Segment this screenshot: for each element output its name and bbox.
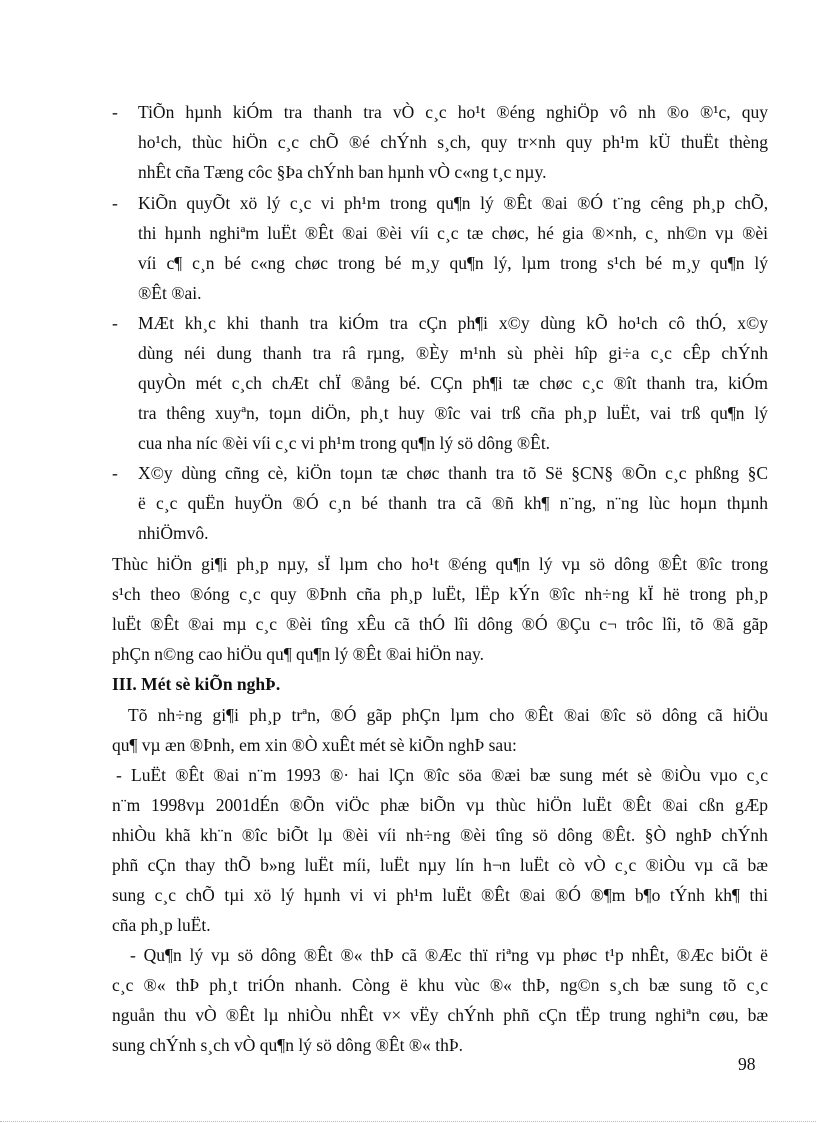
bullet-dash: -: [112, 193, 118, 213]
text-line: nhiÖmvô.: [138, 523, 209, 543]
recommendation-line: - LuËt ®Êt ®ai n¨m 1993 ®· hai lÇn ®îc söa ®æi bæ sung mét sè ®iÒu vµo c¸c: [116, 765, 768, 785]
text-line: TiÕn hµnh kiÓm tra thanh tra vÒ c¸c ho¹t ®éng nghiÖp vô nh ®o ®¹c, quy: [138, 102, 768, 122]
bullet-dash: -: [112, 463, 118, 483]
recommendation-line: - Qu¶n lý vµ sö dông ®Êt ®« thÞ cã ®Æc thï riªng vµ phøc t¹p nhÊt, ®Æc biÖt ë: [130, 945, 768, 965]
text-line: KiÕn quyÕt xö lý c¸c vi ph¹m trong qu¶n lý ®Êt ®ai ®Ó t¨ng cêng ph¸p chÕ,: [138, 193, 769, 213]
recommendation-line: sung c¸c chÕ tµi xö lý hµnh vi vi ph¹m luËt ®Êt ®ai ®Ó ®¶m b¶o tÝnh kh¶ thi: [112, 885, 768, 905]
text-line: dùng néi dung thanh tra râ rµng, ®Èy m¹nh sù phèi hîp gi÷a c¸c cÊp chÝnh: [138, 343, 769, 363]
text-line: MÆt kh¸c khi thanh tra kiÓm tra cÇn ph¶i x©y dùng kÕ ho¹ch cô thÓ, x©y: [138, 313, 769, 333]
recommendation-line: cña ph¸p luËt.: [112, 915, 211, 935]
recommendation-line: c¸c ®« thÞ ph¸t triÓn nhanh. Còng ë khu vùc ®« thÞ, ng©n s¸ch bæ sung tõ c¸c: [112, 975, 768, 995]
text-line: nhÊt cña Tæng côc §Þa chÝnh ban hµnh vÒ c«ng t¸c nµy.: [138, 162, 547, 182]
section-heading: III. Mét sè kiÕn nghÞ.: [112, 674, 281, 694]
recommendation-line: n¨m 1998vµ 2001dÉn ®Õn viÖc phæ biÕn vµ thùc hiÖn luËt ®Êt ®ai cßn gÆp: [112, 795, 769, 815]
text-line: X©y dùng cñng cè, kiÖn toµn tæ chøc thanh tra tõ Së §CN§ ®Õn c¸c phßng §C: [138, 463, 769, 483]
text-line: ë c¸c quËn huyÖn ®Ó c¸n bé thanh tra cã ®ñ kh¶ n¨ng, n¨ng lùc hoµn thµnh: [138, 493, 769, 513]
text-line: víi c¶ c¸n bé c«ng chøc trong bé m¸y qu¶n lý, lµm trong s¹ch bé m¸y qu¶n lý: [138, 253, 769, 273]
recommendation-line: phñ cÇn thay thÕ b»ng luËt míi, luËt nµy lín h¬n luËt cò vÒ c¸c ®iÒu vµ cã bæ: [112, 855, 768, 875]
intro-line: Tõ nh÷ng gi¶i ph¸p trªn, ®Ó gãp phÇn lµm cho ®Êt ®ai ®îc sö dông cã hiÖu: [128, 705, 768, 725]
bullet-dash: -: [112, 102, 118, 122]
paragraph-line: s¹ch theo ®óng c¸c quy ®Þnh cña ph¸p luËt, lËp kÝn ®îc nh÷ng kÏ hë trong ph¸p: [112, 584, 769, 604]
recommendation-line: nguån thu vÒ ®Êt lµ nhiÒu nhÊt v× vËy chÝnh phñ cÇn tËp trung nghiªn cøu, bæ: [112, 1005, 769, 1025]
paragraph-line: Thùc hiÖn gi¶i ph¸p nµy, sÏ lµm cho ho¹t ®éng qu¶n lý vµ sö dông ®Êt ®îc trong: [112, 554, 769, 574]
text-line: ®Êt ®ai.: [138, 283, 202, 303]
paragraph-line: phÇn n©ng cao hiÖu qu¶ qu¶n lý ®Êt ®ai hiÖn nay.: [112, 644, 485, 664]
text-line: thi hµnh nghiªm luËt ®Êt ®ai ®èi víi c¸c tæ chøc, hé gia ®×nh, c¸ nh©n vµ ®èi: [138, 223, 769, 243]
intro-line: qu¶ vµ æn ®Þnh, em xin ®Ò xuÊt mét sè kiÕn nghÞ sau:: [112, 735, 517, 755]
text-line: quyÒn mét c¸ch chÆt chÏ ®ång bé. CÇn ph¶i tæ chøc c¸c ®ît thanh tra, kiÓm: [138, 373, 768, 393]
recommendation-line: nhiÒu khã kh¨n ®îc biÕt lµ ®èi víi nh÷ng ®èi tîng sö dông ®Êt. §Ò nghÞ chÝnh: [112, 825, 768, 845]
page-edge-rule: [0, 1121, 816, 1122]
bullet-dash: -: [112, 313, 118, 333]
paragraph-line: luËt ®Êt ®ai mµ c¸c ®èi tîng xÊu cã thÓ lîi dông ®Ó ®Çu c¬ trôc lîi, tõ ®ã gãp: [112, 614, 769, 634]
text-line: tra thêng xuyªn, toµn diÖn, ph¸t huy ®îc vai trß cña ph¸p luËt, vai trß qu¶n lý: [138, 403, 768, 423]
text-line: cua nha níc ®èi víi c¸c vi ph¹m trong qu¶n lý sö dông ®Êt.: [138, 433, 551, 453]
page-number: 98: [738, 1054, 756, 1074]
recommendation-line: sung chÝnh s¸ch vÒ qu¶n lý sö dông ®Êt ®« thÞ.: [112, 1035, 463, 1055]
text-line: ho¹ch, thùc hiÖn c¸c chÕ ®é chÝnh s¸ch, quy tr×nh quy ph¹m kÜ thuËt thèng: [138, 132, 769, 152]
